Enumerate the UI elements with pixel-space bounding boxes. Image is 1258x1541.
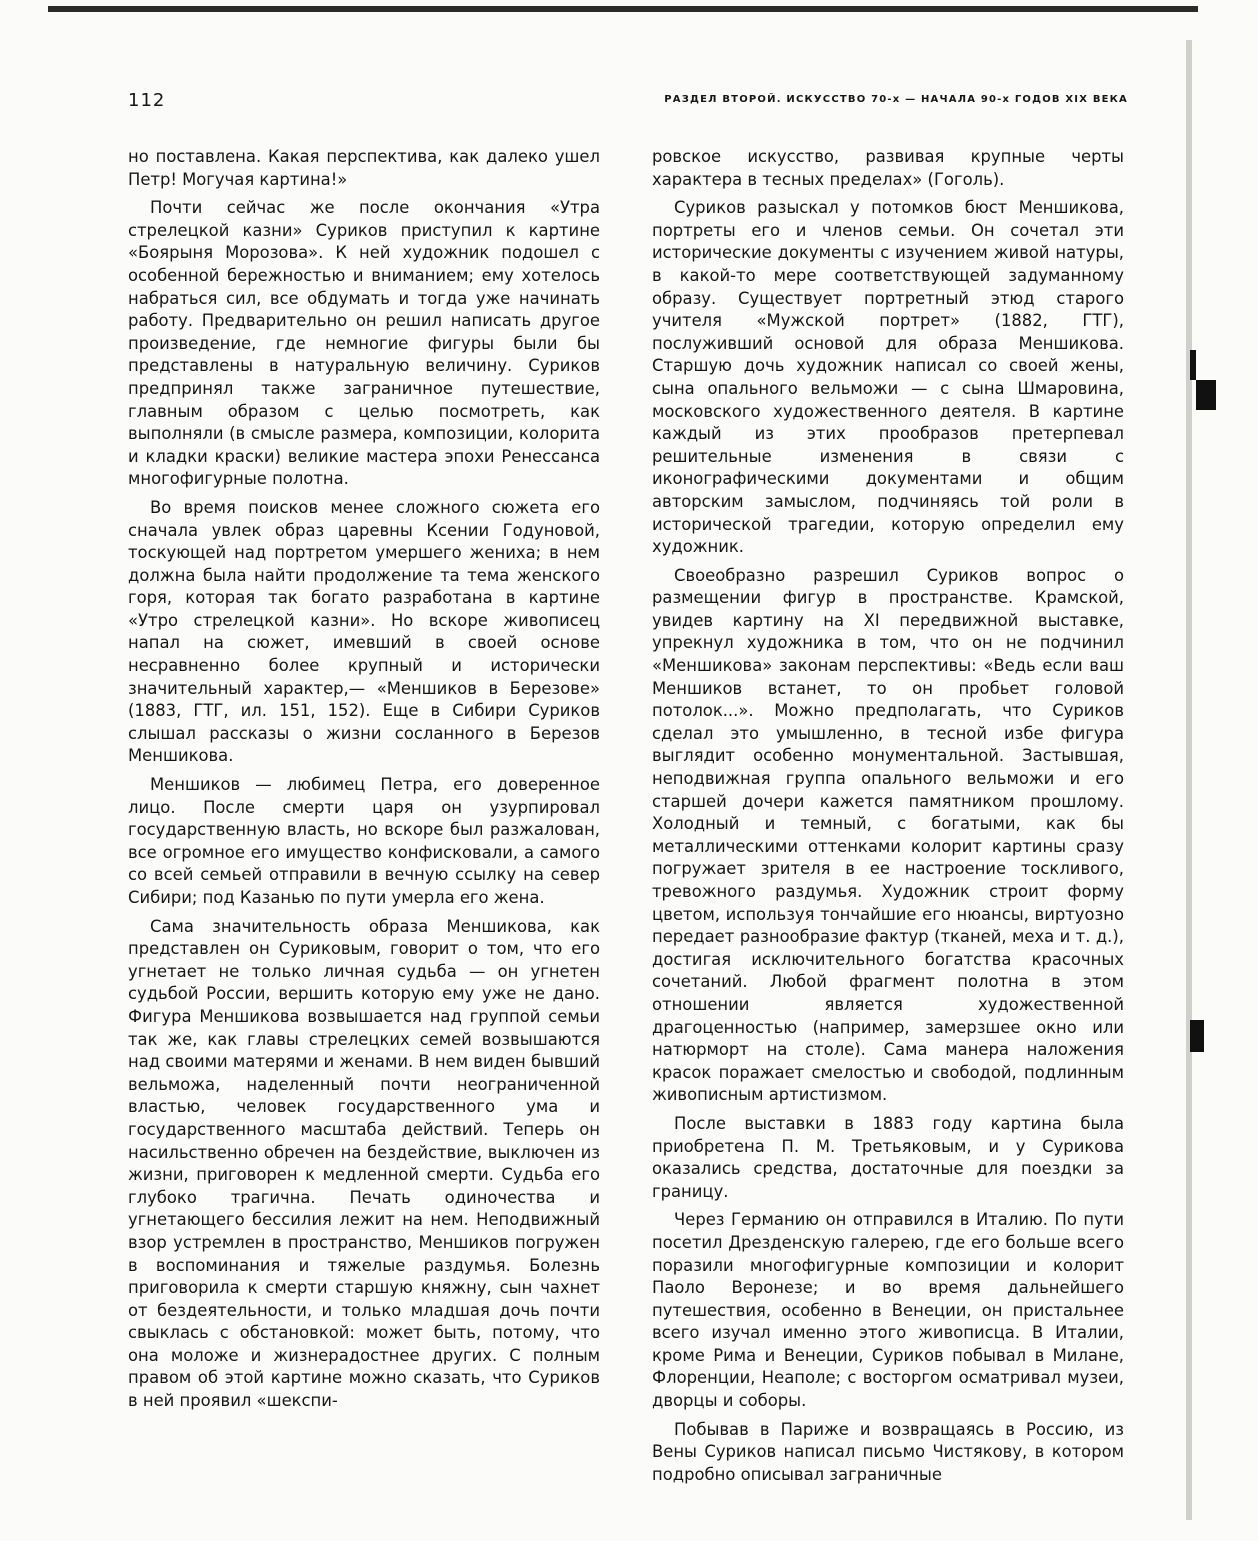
edge-mark xyxy=(1190,350,1196,380)
edge-mark xyxy=(1196,380,1216,410)
page-edge xyxy=(1186,40,1192,1520)
paragraph: После выставки в 1883 году картина была приобретена П. М. Третьяковым, и у Сурикова оказались средства, достаточные для поездки за границу. xyxy=(652,1113,1124,1201)
paragraph: Почти сейчас же после окончания «Утра стрелецкой казни» Суриков приступил к картине «Боярыня Морозова». К ней художник подошел с особенной бережностью и вниманием; ему хотелось набраться сил, все обдумать и тогда уже начинать работу. Предварительно он решил написать другое произведение, где немногие фигуры были бы представлены в натуральную величину. Суриков предпринял также заграничное путешествие, главным образом с целью посмотреть, как выполняли (в смысле размера, композиции, колорита и кладки краски) великие мастера эпохи Ренессанса многофигурные полотна. xyxy=(128,198,600,489)
left-column xyxy=(128,146,600,1413)
page-number: 112 xyxy=(128,90,166,111)
paragraph: но поставлена. Какая перспектива, как далеко ушел Петр! Могучая картина!» xyxy=(128,147,600,189)
paragraph: ровское искусство, развивая крупные черты характера в тесных пределах» (Гоголь). xyxy=(652,147,1124,189)
paragraph: Через Германию он отправился в Италию. По пути посетил Дрезденскую галерею, где его больше всего поразили многофигурные композиции и колорит Паоло Веронезе; и во время дальнейшего путешествия, особенно в Венеции, он пристальнее всего изучал именно этого живописца. В Италии, кроме Рима и Венеции, Суриков побывал в Милане, Флоренции, Неаполе; с восторгом осматривал музеи, дворцы и соборы. xyxy=(652,1210,1124,1411)
paragraph: Суриков разыскал у потомков бюст Меншикова, портреты его и членов семьи. Он сочетал эти исторические документы с изучением живой натуры, в какой-то мере соответствующей задуманному образу. Существует портретный этюд старого учителя «Мужской портрет» (1882, ГТГ), послуживший основой для образа Меншикова. Старшую дочь художник написал со своей жены, сына опального вельможи — с сына Шмаровина, московского художественного деятеля. В картине каждый из этих прообразов претерпевал решительные изменения в связи с иконографическими документами и общим авторским замыслом, подчиняясь той роли в исторической трагедии, которую определил ему художник. xyxy=(652,198,1124,557)
running-head: РАЗДЕЛ ВТОРОЙ. ИСКУССТВО 70-х — НАЧАЛА 90-х ГОДОВ XIX ВЕКА xyxy=(664,94,1128,105)
top-rule xyxy=(48,6,1198,12)
right-column xyxy=(652,146,1124,1486)
edge-mark xyxy=(1190,1020,1204,1052)
paragraph: Во время поисков менее сложного сюжета его сначала увлек образ царевны Ксении Годуновой, тоскующей над портретом умершего жениха; в нем должна была найти продолжение та тема женского горя, которая так богато разработана в картине «Утро стрелецкой казни». Но вскоре живописец напал на сюжет, имевший в своей основе несравненно более крупный и исторически значительный характер,— «Меншиков в Березове» (1883, ГТГ, ил. 151, 152). Еще в Сибири Суриков слышал рассказы о жизни сосланного в Березов Меншикова. xyxy=(128,497,600,766)
paragraph: Сама значительность образа Меншикова, как представлен он Суриковым, говорит о том, что его угнетает не только личная судьба — он угнетен судьбой России, вершить которую ему уже не дано. Фигура Меншикова возвышается над группой семьи так же, как главы стрелецких семей возвышаются над своими матерями и женами. В нем виден бывший вельможа, наделенный почти неограниченной властью, человек государственного ума и государственного масштаба действий. Теперь он насильственно обречен на бездействие, выключен из жизни, приговорен к медленной смерти. Судьба его глубоко трагична. Печать одиночества и угнетающего бессилия лежит на нем. Неподвижный взор устремлен в пространство, Меншиков погружен в воспоминания и тяжелые раздумья. Болезнь приговорила к смерти старшую княжну, сын чахнет от бездеятельности, и только младшая дочь почти свыклась с обстановкой: может быть, потому, что она моложе и жизнерадостнее других. С полным правом об этой картине можно сказать, что Суриков в ней проявил «шекспи- xyxy=(128,916,600,1411)
paragraph: Побывав в Париже и возвращаясь в Россию, из Вены Суриков написал письмо Чистякову, в котором подробно описывал заграничные xyxy=(652,1419,1124,1484)
paragraph: Своеобразно разрешил Суриков вопрос о размещении фигур в пространстве. Крамской, увидев картину на XI передвижной выставке, упрекнул художника в том, что он не подчинил «Меншикова» законам перспективы: «Ведь если ваш Меншиков встанет, то он пробьет головой потолок...». Можно предполагать, что Суриков сделал это умышленно, в тесной избе фигура выглядит особенно монументальной. Застывшая, неподвижная группа опального вельможи и его старшей дочери кажется памятником прошлому. Холодный и темный, с богатыми, как бы металлическими оттенками колорит картины сразу погружает зрителя в ее настроение тоскливого, тревожного раздумья. Художник строит форму цветом, используя тончайшие его нюансы, виртуозно передает разнообразие фактур (тканей, меха и т. д.), достигая исключительного богатства красочных сочетаний. Любой фрагмент полотна в этом отношении является художественной драгоценностью (например, замерзшее окно или натюрморт на столе). Сама манера наложения красок поражает смелостью и свободой, подлинным живописным артистизмом. xyxy=(652,565,1124,1105)
paragraph: Меншиков — любимец Петра, его доверенное лицо. После смерти царя он узурпировал государственную власть, но вскоре был разжалован, все огромное его имущество конфисковали, а самого со всей семьей отправили в вечную ссылку на север Сибири; под Казанью по пути умерла его жена. xyxy=(128,775,600,907)
